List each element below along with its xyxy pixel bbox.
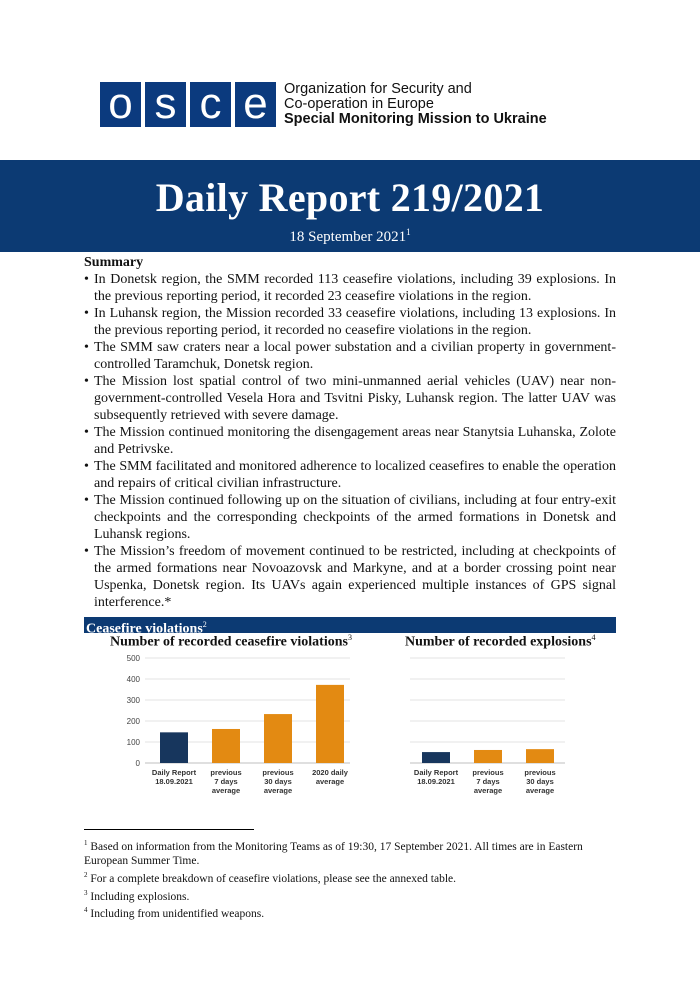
footnote-ref: 2	[202, 620, 207, 629]
logo-letter: e	[235, 82, 276, 127]
footnotes	[84, 836, 616, 921]
violations-chart-title	[110, 633, 352, 651]
y-tick-label: 300	[126, 696, 140, 705]
org-line-1: Organization for Security and	[284, 81, 472, 97]
x-tick-label: Daily Report 18.09.2021	[413, 768, 459, 786]
x-tick-label: previous 30 days average	[262, 768, 294, 795]
y-tick-label: 500	[126, 654, 140, 663]
footnote-ref: 4	[591, 633, 596, 642]
footnote-ref: 3	[347, 633, 352, 642]
section-title: Ceasefire violations	[86, 621, 203, 637]
report-banner	[0, 160, 700, 252]
bar	[212, 729, 240, 763]
footnote-text: Based on information from the Monitoring Teams as of 19:30, 17 September 2021. All times are in Eastern European Summer Time.	[84, 840, 583, 867]
bar	[160, 732, 188, 763]
footnote-ref: 1	[406, 227, 411, 237]
chart-title-text: Number of recorded ceasefire violations	[110, 634, 348, 650]
report-date-line	[0, 227, 700, 246]
footnote	[84, 836, 616, 868]
mission-name: Special Monitoring Mission to Ukraine	[284, 111, 547, 127]
y-tick-label: 0	[135, 759, 140, 768]
osce-logo-mark	[100, 79, 276, 128]
bar	[316, 685, 344, 763]
report-title: Daily Report 219/2021	[155, 175, 545, 220]
footnote-text: Including from unidentified weapons.	[90, 908, 265, 921]
footnote-number: 4	[84, 906, 88, 915]
explosions-chart-title	[405, 633, 596, 651]
summary-bullet: • In Donetsk region, the SMM recorded 113 ceasefire violations, including 39 explosions. In the previous reporting period, it recorded 23 ceasefire violations in the region.	[84, 271, 616, 305]
logo-letter: o	[100, 82, 141, 127]
footnote-rule	[84, 829, 254, 830]
ceasefire-violations-header	[84, 617, 616, 637]
footnote-number: 3	[84, 888, 88, 897]
y-tick-label: 200	[126, 717, 140, 726]
summary-bullet: • In Luhansk region, the Mission recorded 33 ceasefire violations, including 13 explosions. In the previous reporting period, it recorded no ceasefire violations in the region.	[84, 305, 616, 339]
bar	[264, 714, 292, 763]
summary-bullet: • The Mission continued monitoring the disengagement areas near Stanytsia Luhanska, Zolote and Petrivske.	[84, 424, 616, 458]
logo-letter: c	[190, 82, 231, 127]
summary-bullet: • The SMM saw craters near a local power substation and a civilian property in government-controlled Taramchuk, Donetsk region.	[84, 339, 616, 373]
footnote	[84, 886, 616, 904]
summary-bullet: • The Mission continued following up on the situation of civilians, including at four entry-exit checkpoints and the corresponding checkpoints of the armed formations in Donetsk and Luhansk regions.	[84, 492, 616, 543]
y-tick-label: 400	[126, 675, 140, 684]
summary-heading: Summary	[84, 255, 144, 270]
x-tick-label: 2020 daily average	[312, 768, 348, 786]
summary-section	[84, 254, 616, 611]
footnote-text: Including explosions.	[90, 890, 190, 903]
bar	[526, 749, 554, 763]
logo-letter: s	[145, 82, 186, 127]
footnote-number: 2	[84, 870, 88, 879]
bar	[474, 750, 502, 763]
chart-title-text: Number of recorded explosions	[405, 634, 592, 650]
footnote	[84, 903, 616, 921]
summary-bullet: • The SMM facilitated and monitored adherence to localized ceasefires to enable the operation and repairs of critical civilian infrastructure.	[84, 458, 616, 492]
x-tick-label: previous 30 days average	[524, 768, 556, 795]
report-date: 18 September 2021	[289, 229, 407, 245]
organization-name	[284, 82, 547, 127]
org-line-2: Co-operation in Europe	[284, 96, 434, 112]
footnote-text: For a complete breakdown of ceasefire violations, please see the annexed table.	[90, 872, 456, 885]
x-tick-label: previous 7 days average	[472, 768, 504, 795]
osce-logo	[100, 79, 547, 128]
summary-bullet: • The Mission’s freedom of movement continued to be restricted, including at checkpoints of the armed formations near Novoazovsk and Markyne, and at a border crossing point near Uspenka, Donetsk region. Its UAVs again experienced multiple instances of GPS signal interference.*	[84, 543, 616, 611]
y-tick-label: 100	[126, 738, 140, 747]
x-tick-label: previous 7 days average	[210, 768, 242, 795]
x-tick-label: Daily Report 18.09.2021	[151, 768, 197, 786]
summary-bullet: • The Mission lost spatial control of two mini-unmanned aerial vehicles (UAV) near non-government-controlled Vesela Hora and Tsvitni Pisky, Luhansk region. The latter UAV was subsequently retrieved with severe damage.	[84, 373, 616, 424]
ceasefire-charts	[100, 650, 580, 800]
bar	[422, 752, 450, 763]
footnote	[84, 868, 616, 886]
summary-list	[84, 271, 616, 611]
footnote-number: 1	[84, 839, 88, 847]
